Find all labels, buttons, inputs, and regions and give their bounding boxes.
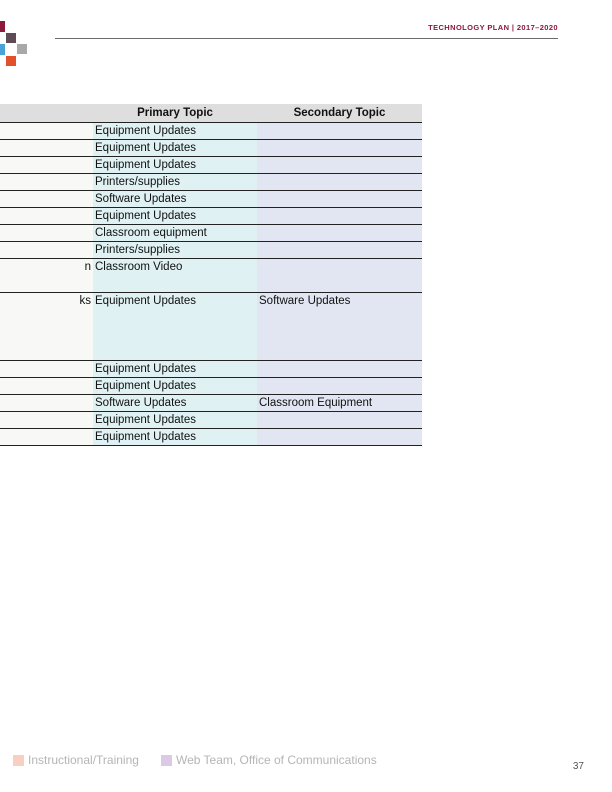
- table-cell-secondary-topic: [257, 140, 422, 156]
- table-cell-secondary-topic: [257, 429, 422, 445]
- table-cell-primary-topic: Equipment Updates: [93, 208, 257, 224]
- topics-table: [0, 104, 422, 446]
- table-cell-primary-topic: Software Updates: [93, 191, 257, 207]
- table-cell-left: [0, 395, 93, 411]
- table-cell-secondary-topic: [257, 157, 422, 173]
- table-cell-primary-topic: Classroom Video: [93, 259, 257, 292]
- table-row: [0, 361, 422, 378]
- table-row: [0, 259, 422, 293]
- table-body: [0, 123, 422, 446]
- table-cell-left: n: [0, 259, 93, 292]
- table-row: [0, 174, 422, 191]
- table-row: [0, 157, 422, 174]
- table-cell-left: [0, 361, 93, 377]
- table-cell-secondary-topic: [257, 412, 422, 428]
- table-cell-left: [0, 412, 93, 428]
- table-row: [0, 225, 422, 242]
- table-cell-secondary-topic: [257, 208, 422, 224]
- table-row: [0, 395, 422, 412]
- table-cell-left: [0, 174, 93, 190]
- table-cell-primary-topic: Equipment Updates: [93, 293, 257, 360]
- table-row: [0, 140, 422, 157]
- table-cell-primary-topic: Equipment Updates: [93, 361, 257, 377]
- legend-item-instructional: [13, 753, 139, 767]
- table-row: [0, 208, 422, 225]
- header-divider: [55, 38, 558, 39]
- table-cell-primary-topic: Software Updates: [93, 395, 257, 411]
- header-title: TECHNOLOGY PLAN | 2017–2020: [428, 23, 558, 32]
- table-row: [0, 412, 422, 429]
- table-header-left: [0, 104, 93, 122]
- table-cell-left: [0, 378, 93, 394]
- table-cell-secondary-topic: [257, 242, 422, 258]
- table-row: [0, 429, 422, 446]
- logo-square-plum: [6, 33, 16, 43]
- table-header-primary-topic: Primary Topic: [137, 107, 213, 119]
- table-cell-left: [0, 225, 93, 241]
- table-row: [0, 191, 422, 208]
- table-row: [0, 242, 422, 259]
- table-cell-secondary-topic: [257, 225, 422, 241]
- table-cell-left: [0, 191, 93, 207]
- table-cell-secondary-topic: [257, 174, 422, 190]
- legend-swatch-web-team: [161, 755, 172, 766]
- table-cell-primary-topic: Equipment Updates: [93, 123, 257, 139]
- table-row: [0, 293, 422, 361]
- table-cell-secondary-topic: Software Updates: [257, 293, 422, 360]
- legend-label-web-team: Web Team, Office of Communications: [175, 753, 377, 767]
- table-cell-left: [0, 208, 93, 224]
- legend-label-instructional: Instructional/Training: [28, 753, 139, 767]
- table-cell-secondary-topic: [257, 361, 422, 377]
- table-row: [0, 378, 422, 395]
- legend-swatch-instructional: [13, 755, 24, 766]
- legend-item-web-team: [161, 753, 377, 767]
- logo-square-blue: [0, 44, 5, 55]
- table-cell-left: [0, 429, 93, 445]
- table-cell-secondary-topic: Classroom Equipment: [257, 395, 422, 411]
- table-cell-left: ks: [0, 293, 93, 360]
- table-cell-primary-topic: Printers/supplies: [93, 242, 257, 258]
- table-header-secondary-topic: Secondary Topic: [293, 107, 386, 119]
- table-cell-primary-topic: Equipment Updates: [93, 412, 257, 428]
- table-cell-secondary-topic: [257, 378, 422, 394]
- table-cell-primary-topic: Printers/supplies: [93, 174, 257, 190]
- table-cell-primary-topic: Equipment Updates: [93, 429, 257, 445]
- table-cell-left: [0, 242, 93, 258]
- table-cell-left: [0, 157, 93, 173]
- logo-square-maroon: [0, 21, 5, 32]
- page-number: 37: [572, 761, 584, 772]
- table-row: [0, 123, 422, 140]
- table-header-row: [0, 104, 422, 123]
- logo-square-gray: [17, 44, 27, 54]
- legend: [13, 753, 399, 767]
- table-cell-primary-topic: Equipment Updates: [93, 140, 257, 156]
- table-cell-left: [0, 140, 93, 156]
- table-cell-secondary-topic: [257, 191, 422, 207]
- table-cell-secondary-topic: [257, 123, 422, 139]
- table-cell-secondary-topic: [257, 259, 422, 292]
- table-cell-primary-topic: Equipment Updates: [93, 378, 257, 394]
- table-cell-primary-topic: Classroom equipment: [93, 225, 257, 241]
- logo-square-orange: [6, 56, 16, 66]
- table-cell-primary-topic: Equipment Updates: [93, 157, 257, 173]
- table-cell-left: [0, 123, 93, 139]
